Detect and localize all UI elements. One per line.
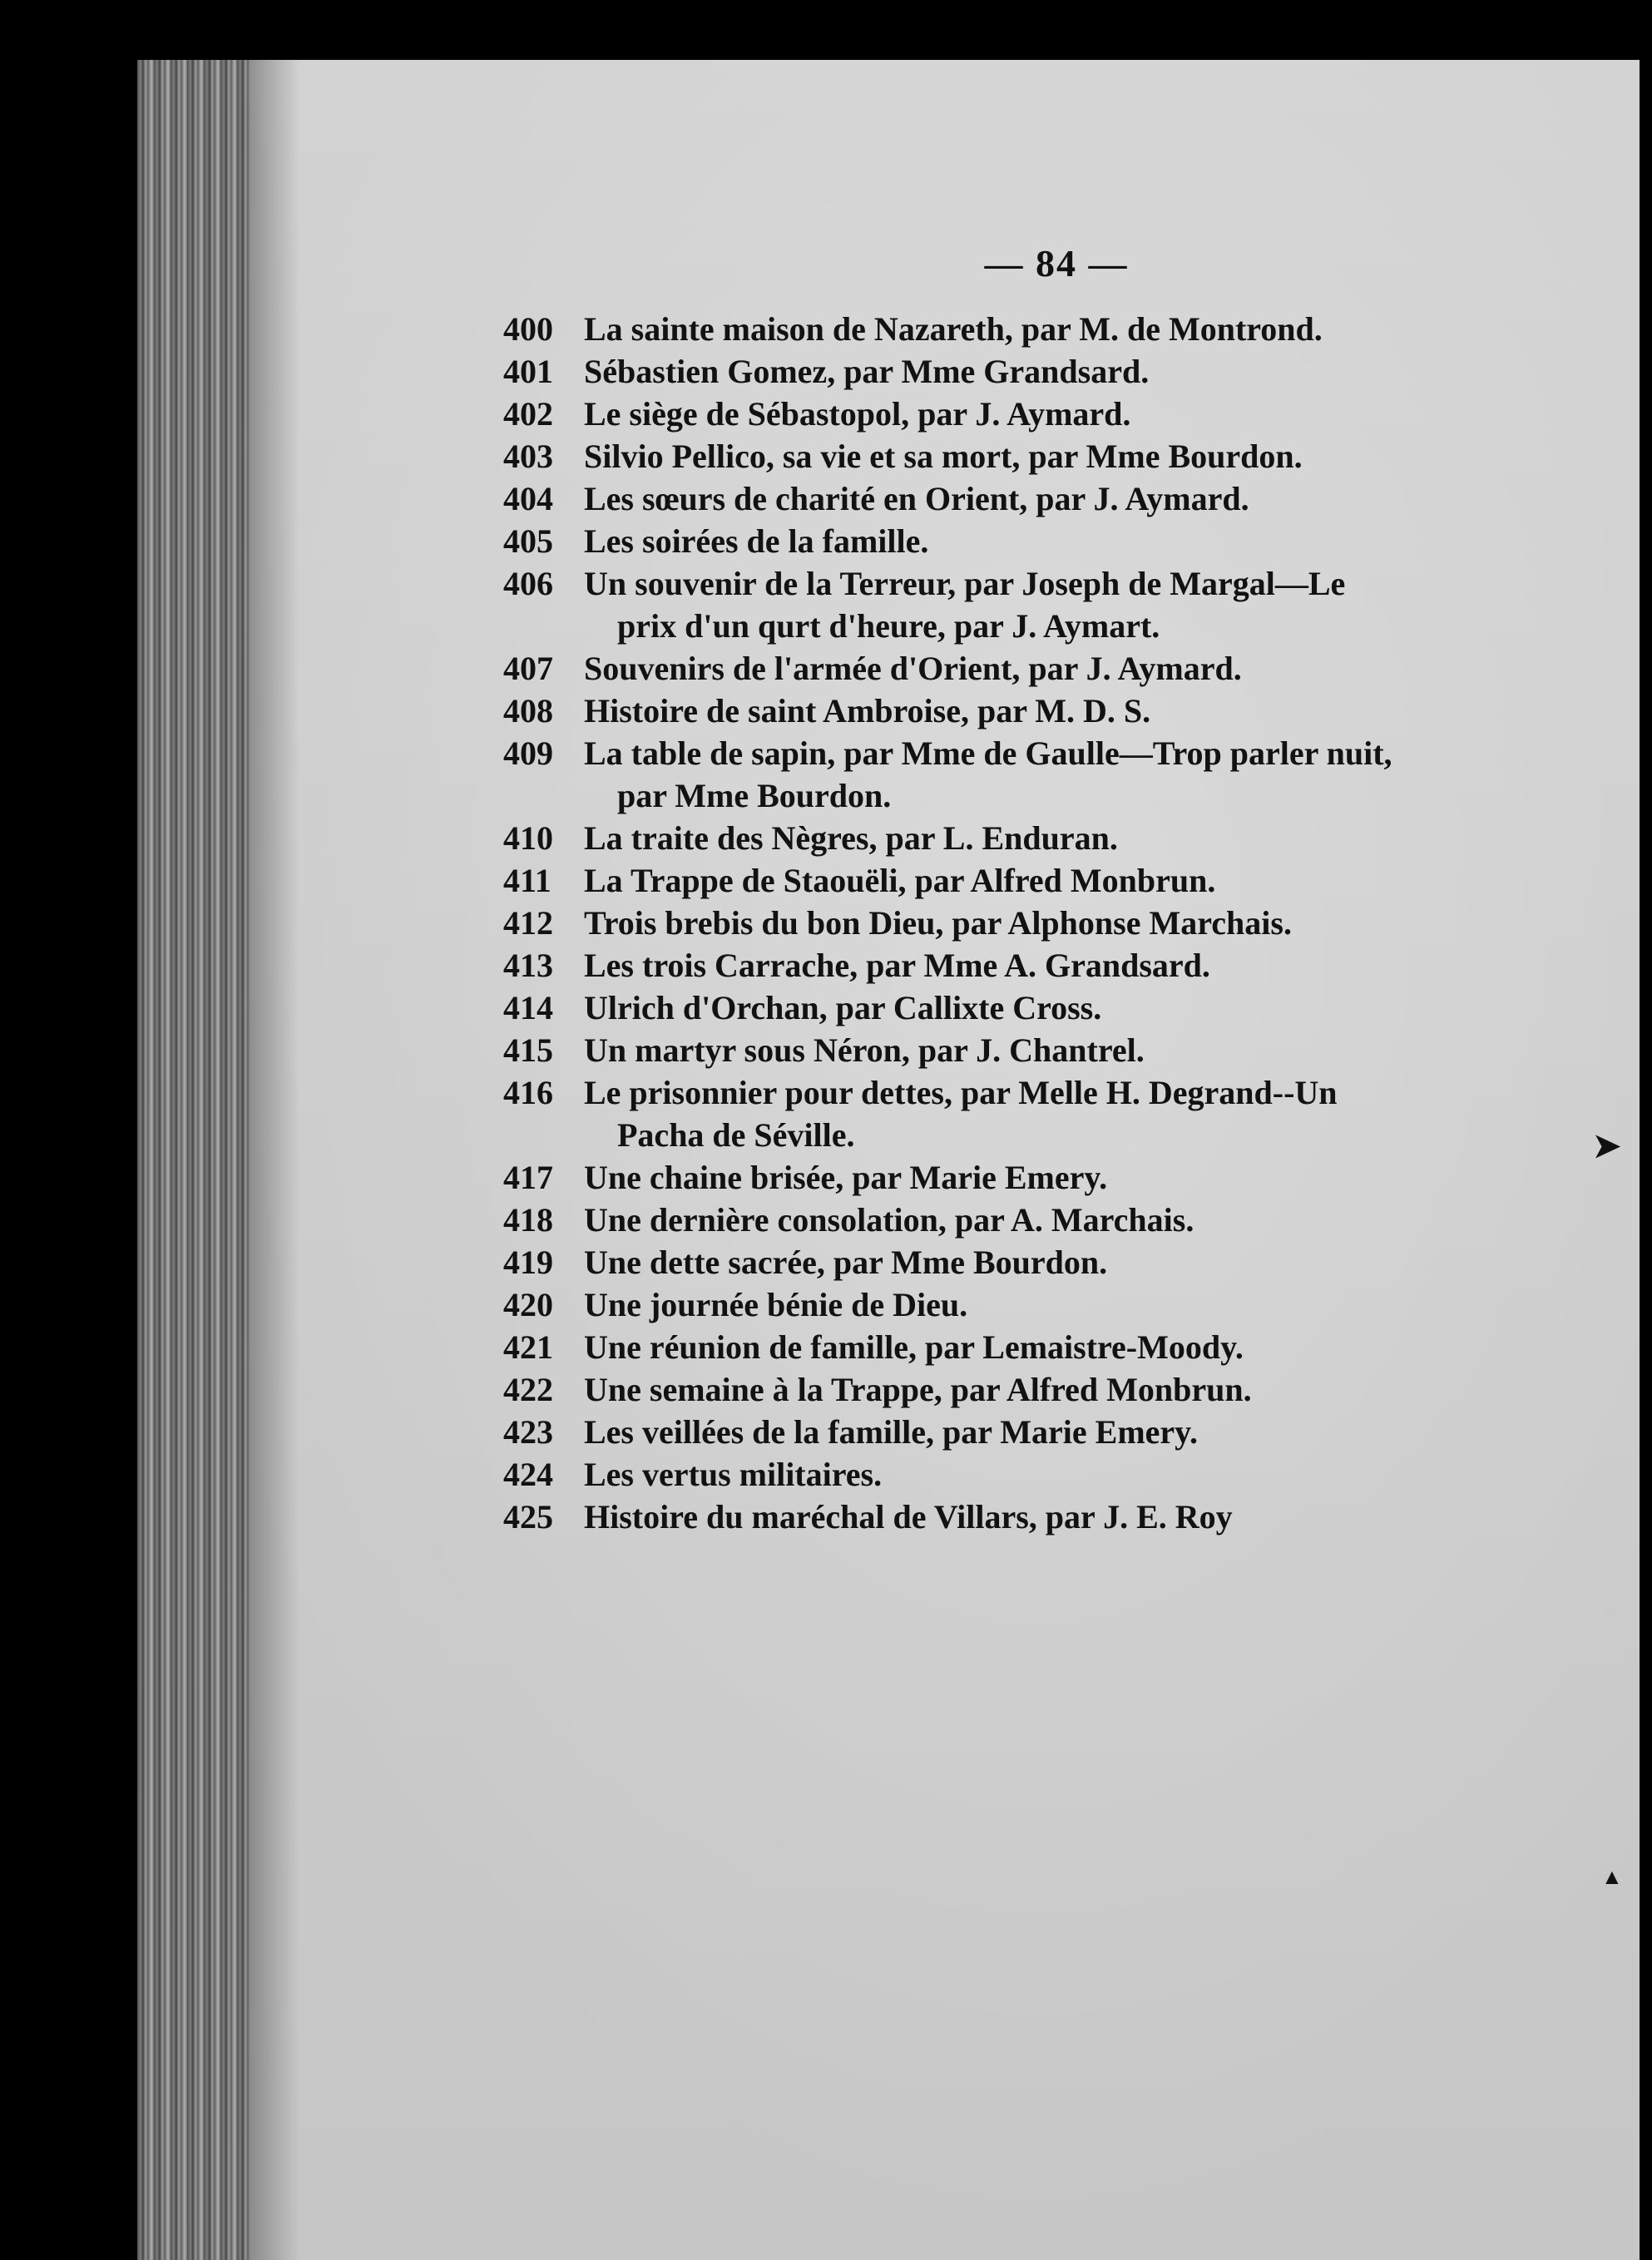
entry-title: Une dette sacrée, par Mme Bourdon. [584, 1244, 1108, 1281]
entry-number: 409 [503, 734, 553, 772]
entry-number: 425 [503, 1498, 553, 1536]
entry-number: 403 [503, 438, 553, 475]
list-item [137, 520, 1640, 562]
entry-number: 401 [503, 353, 553, 390]
entry-title: Sébastien Gomez, par Mme Grandsard. [584, 353, 1150, 390]
entry-title: La Trappe de Staouëli, par Alfred Monbrun. [584, 862, 1216, 899]
entry-title: Le prisonnier pour dettes, par Melle H. Degrand--Un [584, 1074, 1338, 1111]
entry-number: 414 [503, 989, 553, 1026]
list-item [137, 647, 1640, 690]
entry-number: 422 [503, 1371, 553, 1408]
entry-number: 421 [503, 1328, 553, 1366]
entry-number: 405 [503, 522, 553, 560]
entry-title: Une dernière consolation, par A. Marchais. [584, 1201, 1194, 1239]
entry-number: 417 [503, 1159, 553, 1196]
entry-number: 413 [503, 947, 553, 984]
list-item [137, 1156, 1640, 1199]
entry-title: Un souvenir de la Terreur, par Joseph de Margal—Le [584, 565, 1346, 602]
list-item [137, 1241, 1640, 1283]
entry-title: Les vertus militaires. [584, 1456, 883, 1493]
margin-pointer-icon: ▲ [1601, 1865, 1623, 1889]
entry-title: La table de sapin, par Mme de Gaulle—Trop parler nuit, [584, 734, 1392, 772]
list-item [137, 987, 1640, 1029]
entry-title: Une chaine brisée, par Marie Emery. [584, 1159, 1108, 1196]
entry-title: Un martyr sous Néron, par J. Chantrel. [584, 1031, 1145, 1069]
entry-title: Le siège de Sébastopol, par J. Aymard. [584, 395, 1131, 433]
entry-number: 402 [503, 395, 553, 433]
entry-title: Silvio Pellico, sa vie et sa mort, par Mme Bourdon. [584, 438, 1303, 475]
entry-number: 400 [503, 310, 553, 348]
list-item [137, 690, 1640, 732]
entry-number: 420 [503, 1286, 553, 1323]
entry-number: 416 [503, 1074, 553, 1111]
entry-title-continued: Pacha de Séville. [617, 1116, 855, 1154]
entry-number: 408 [503, 692, 553, 729]
entry-title: Histoire de saint Ambroise, par M. D. S. [584, 692, 1151, 729]
entry-title: Les sœurs de charité en Orient, par J. Aymard. [584, 480, 1249, 517]
entry-title: La sainte maison de Nazareth, par M. de Montrond. [584, 310, 1323, 348]
list-item [137, 1283, 1640, 1326]
list-item [137, 1199, 1640, 1241]
entry-title: Ulrich d'Orchan, par Callixte Cross. [584, 989, 1102, 1026]
entry-title: Une réunion de famille, par Lemaistre-Moody. [584, 1328, 1244, 1366]
list-item [137, 902, 1640, 944]
list-item [137, 562, 1640, 647]
catalogue-list [137, 308, 1640, 1538]
list-item [137, 1326, 1640, 1368]
entry-number: 423 [503, 1413, 553, 1451]
list-item [137, 435, 1640, 477]
list-item [137, 308, 1640, 350]
list-item [137, 1368, 1640, 1411]
entry-title: Les veillées de la famille, par Marie Emery. [584, 1413, 1198, 1451]
book-page [137, 60, 1640, 2260]
entry-number: 411 [503, 862, 551, 899]
list-item [137, 350, 1640, 393]
entry-title: La traite des Nègres, par L. Enduran. [584, 819, 1118, 857]
list-item [137, 1071, 1640, 1156]
entry-title-continued: prix d'un qurt d'heure, par J. Aymart. [617, 607, 1160, 645]
entry-title: Trois brebis du bon Dieu, par Alphonse Marchais. [584, 904, 1292, 942]
entry-number: 412 [503, 904, 553, 942]
entry-number: 419 [503, 1244, 553, 1281]
list-item [137, 477, 1640, 520]
page-number: — 84 — [984, 242, 1129, 284]
list-item [137, 1029, 1640, 1071]
margin-arrow-icon: ➤ [1593, 1127, 1621, 1165]
list-item [137, 393, 1640, 435]
entry-number: 410 [503, 819, 553, 857]
entry-title: Une semaine à la Trappe, par Alfred Monbrun. [584, 1371, 1252, 1408]
entry-title: Souvenirs de l'armée d'Orient, par J. Aymard. [584, 650, 1242, 687]
entry-title: Histoire du maréchal de Villars, par J. E. Roy [584, 1498, 1233, 1536]
entry-title: Les soirées de la famille. [584, 522, 929, 560]
entry-number: 415 [503, 1031, 553, 1069]
entry-number: 407 [503, 650, 553, 687]
entry-number: 424 [503, 1456, 553, 1493]
entry-title: Les trois Carrache, par Mme A. Grandsard. [584, 947, 1210, 984]
entry-title-continued: par Mme Bourdon. [617, 777, 892, 814]
list-item [137, 1453, 1640, 1496]
entry-number: 404 [503, 480, 553, 517]
list-item [137, 859, 1640, 902]
list-item [137, 1496, 1640, 1538]
entry-number: 418 [503, 1201, 553, 1239]
list-item [137, 732, 1640, 817]
entry-title: Une journée bénie de Dieu. [584, 1286, 968, 1323]
list-item [137, 1411, 1640, 1453]
list-item [137, 944, 1640, 987]
list-item [137, 817, 1640, 859]
entry-number: 406 [503, 565, 553, 602]
